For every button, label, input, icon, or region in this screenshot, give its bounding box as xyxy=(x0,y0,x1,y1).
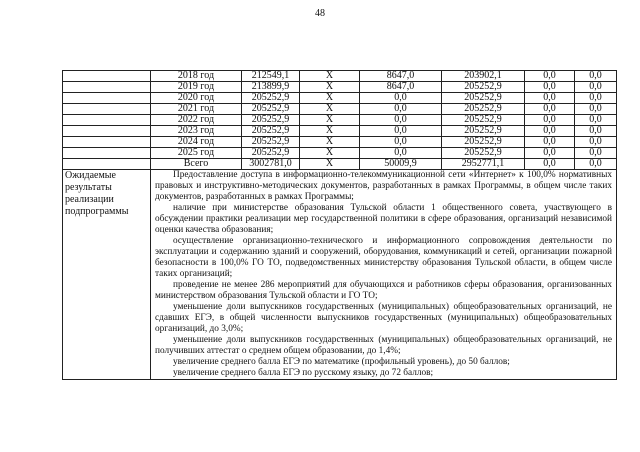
finance-cell-total: 205252,9 xyxy=(242,115,300,126)
finance-row xyxy=(63,148,617,159)
finance-cell-col-d: 0,0 xyxy=(525,126,575,137)
finance-cell-col-b: 0,0 xyxy=(360,104,442,115)
finance-row xyxy=(63,82,617,93)
finance-cell-year: 2025 год xyxy=(151,148,242,159)
finance-cell-col-a: Х xyxy=(300,93,360,104)
finance-cell-col-d: 0,0 xyxy=(525,148,575,159)
finance-cell-col-a: Х xyxy=(300,115,360,126)
finance-cell-col-b: 8647,0 xyxy=(360,71,442,82)
finance-cell-total: 3002781,0 xyxy=(242,159,300,170)
finance-cell-total: 205252,9 xyxy=(242,93,300,104)
finance-cell-col-e: 0,0 xyxy=(575,82,617,93)
finance-cell-col-c: 205252,9 xyxy=(442,137,525,148)
finance-cell-col-a: Х xyxy=(300,126,360,137)
result-paragraph: наличие при министерстве образования Тульской области 1 общественного совета, участвующего в обсуждении практики реализации мер государственной политики в сфере образования, организаций независимой оценки качества образования; xyxy=(155,203,612,235)
results-row xyxy=(63,170,617,380)
finance-cell-col-b: 0,0 xyxy=(360,126,442,137)
finance-cell-year: 2020 год xyxy=(151,93,242,104)
finance-cell-col-a: Х xyxy=(300,82,360,93)
empty-label-cell xyxy=(63,148,151,159)
finance-cell-col-d: 0,0 xyxy=(525,82,575,93)
finance-cell-col-c: 205252,9 xyxy=(442,148,525,159)
finance-cell-year: 2019 год xyxy=(151,82,242,93)
finance-row xyxy=(63,159,617,170)
empty-label-cell xyxy=(63,126,151,137)
finance-cell-col-c: 205252,9 xyxy=(442,115,525,126)
finance-cell-col-c: 2952771,1 xyxy=(442,159,525,170)
finance-cell-col-e: 0,0 xyxy=(575,126,617,137)
finance-cell-total: 205252,9 xyxy=(242,126,300,137)
finance-cell-col-e: 0,0 xyxy=(575,115,617,126)
finance-cell-col-d: 0,0 xyxy=(525,93,575,104)
finance-cell-year: 2023 год xyxy=(151,126,242,137)
finance-cell-col-a: Х xyxy=(300,159,360,170)
empty-label-cell xyxy=(63,137,151,148)
finance-cell-col-d: 0,0 xyxy=(525,71,575,82)
finance-cell-col-b: 0,0 xyxy=(360,148,442,159)
finance-cell-total: 212549,1 xyxy=(242,71,300,82)
finance-cell-col-a: Х xyxy=(300,137,360,148)
finance-cell-col-e: 0,0 xyxy=(575,148,617,159)
finance-cell-col-c: 203902,1 xyxy=(442,71,525,82)
finance-cell-year: 2021 год xyxy=(151,104,242,115)
finance-cell-col-d: 0,0 xyxy=(525,159,575,170)
finance-cell-col-e: 0,0 xyxy=(575,104,617,115)
empty-label-cell xyxy=(63,93,151,104)
finance-cell-col-b: 8647,0 xyxy=(360,82,442,93)
page-number: 48 xyxy=(315,8,325,19)
finance-row xyxy=(63,71,617,82)
finance-cell-col-c: 205252,9 xyxy=(442,93,525,104)
empty-label-cell xyxy=(63,159,151,170)
result-paragraph: осуществление организационно-технического и информационного сопровождения деятельности по эксплуатации и содержанию зданий и сооружений, оборудования, коммуникаций и сетей, организации пожарной безопасности в 100,0% ГО ТО, подведомственных министерству образования Тульской области, в общем числе таких организаций; xyxy=(155,236,612,279)
finance-cell-total: 205252,9 xyxy=(242,137,300,148)
finance-cell-col-e: 0,0 xyxy=(575,159,617,170)
finance-cell-col-b: 50009,9 xyxy=(360,159,442,170)
finance-cell-col-b: 0,0 xyxy=(360,93,442,104)
finance-cell-col-d: 0,0 xyxy=(525,137,575,148)
finance-table-body xyxy=(63,71,617,170)
finance-cell-col-a: Х xyxy=(300,104,360,115)
finance-row xyxy=(63,104,617,115)
finance-cell-year: 2022 год xyxy=(151,115,242,126)
result-paragraph: уменьшение доли выпускников государственных (муниципальных) общеобразовательных организаций, не сдавших ЕГЭ, в общей численности выпускников государственных (муниципальных) общеобразовательных организаций, до 3,0%; xyxy=(155,302,612,334)
empty-label-cell xyxy=(63,82,151,93)
finance-cell-col-e: 0,0 xyxy=(575,93,617,104)
finance-cell-year: 2024 год xyxy=(151,137,242,148)
results-text xyxy=(151,170,617,380)
finance-cell-col-b: 0,0 xyxy=(360,137,442,148)
program-table xyxy=(62,70,617,380)
finance-row xyxy=(63,115,617,126)
finance-cell-col-e: 0,0 xyxy=(575,71,617,82)
finance-cell-total: 205252,9 xyxy=(242,104,300,115)
result-paragraph: увеличение среднего балла ЕГЭ по математике (профильный уровень), до 50 баллов; xyxy=(173,357,510,367)
empty-label-cell xyxy=(63,104,151,115)
finance-row xyxy=(63,93,617,104)
finance-cell-col-c: 205252,9 xyxy=(442,104,525,115)
finance-cell-col-c: 205252,9 xyxy=(442,82,525,93)
result-paragraph: Предоставление доступа в информационно-телекоммуникационной сети «Интернет» к 100,0% нормативных правовых и инструктивно-методических документов, разработанных в рамках Программы, в общем числе таких документов, разработанных в рамках Программы; xyxy=(155,170,612,202)
finance-row xyxy=(63,126,617,137)
finance-cell-total: 205252,9 xyxy=(242,148,300,159)
result-paragraph: уменьшение доли выпускников государственных (муниципальных) общеобразовательных организаций, не получивших аттестат о среднем общем образовании, до 1,4%; xyxy=(155,335,612,356)
empty-label-cell xyxy=(63,71,151,82)
empty-label-cell xyxy=(63,115,151,126)
finance-cell-year: 2018 год xyxy=(151,71,242,82)
result-paragraph: проведение не менее 286 мероприятий для обучающихся и работников сферы образования, организованных министерством образования Тульской области и ГО ТО; xyxy=(155,280,612,301)
finance-cell-col-a: Х xyxy=(300,71,360,82)
result-paragraph: увеличение среднего балла ЕГЭ по русскому языку, до 72 баллов; xyxy=(173,368,434,378)
finance-cell-col-c: 205252,9 xyxy=(442,126,525,137)
finance-cell-col-d: 0,0 xyxy=(525,104,575,115)
finance-cell-col-a: Х xyxy=(300,148,360,159)
finance-cell-col-e: 0,0 xyxy=(575,137,617,148)
finance-row xyxy=(63,137,617,148)
finance-cell-total: 213899,9 xyxy=(242,82,300,93)
finance-cell-col-b: 0,0 xyxy=(360,115,442,126)
finance-cell-col-d: 0,0 xyxy=(525,115,575,126)
finance-cell-year: Всего xyxy=(151,159,242,170)
results-label: Ожидаемые результаты реализации подпрограммы xyxy=(63,170,151,380)
